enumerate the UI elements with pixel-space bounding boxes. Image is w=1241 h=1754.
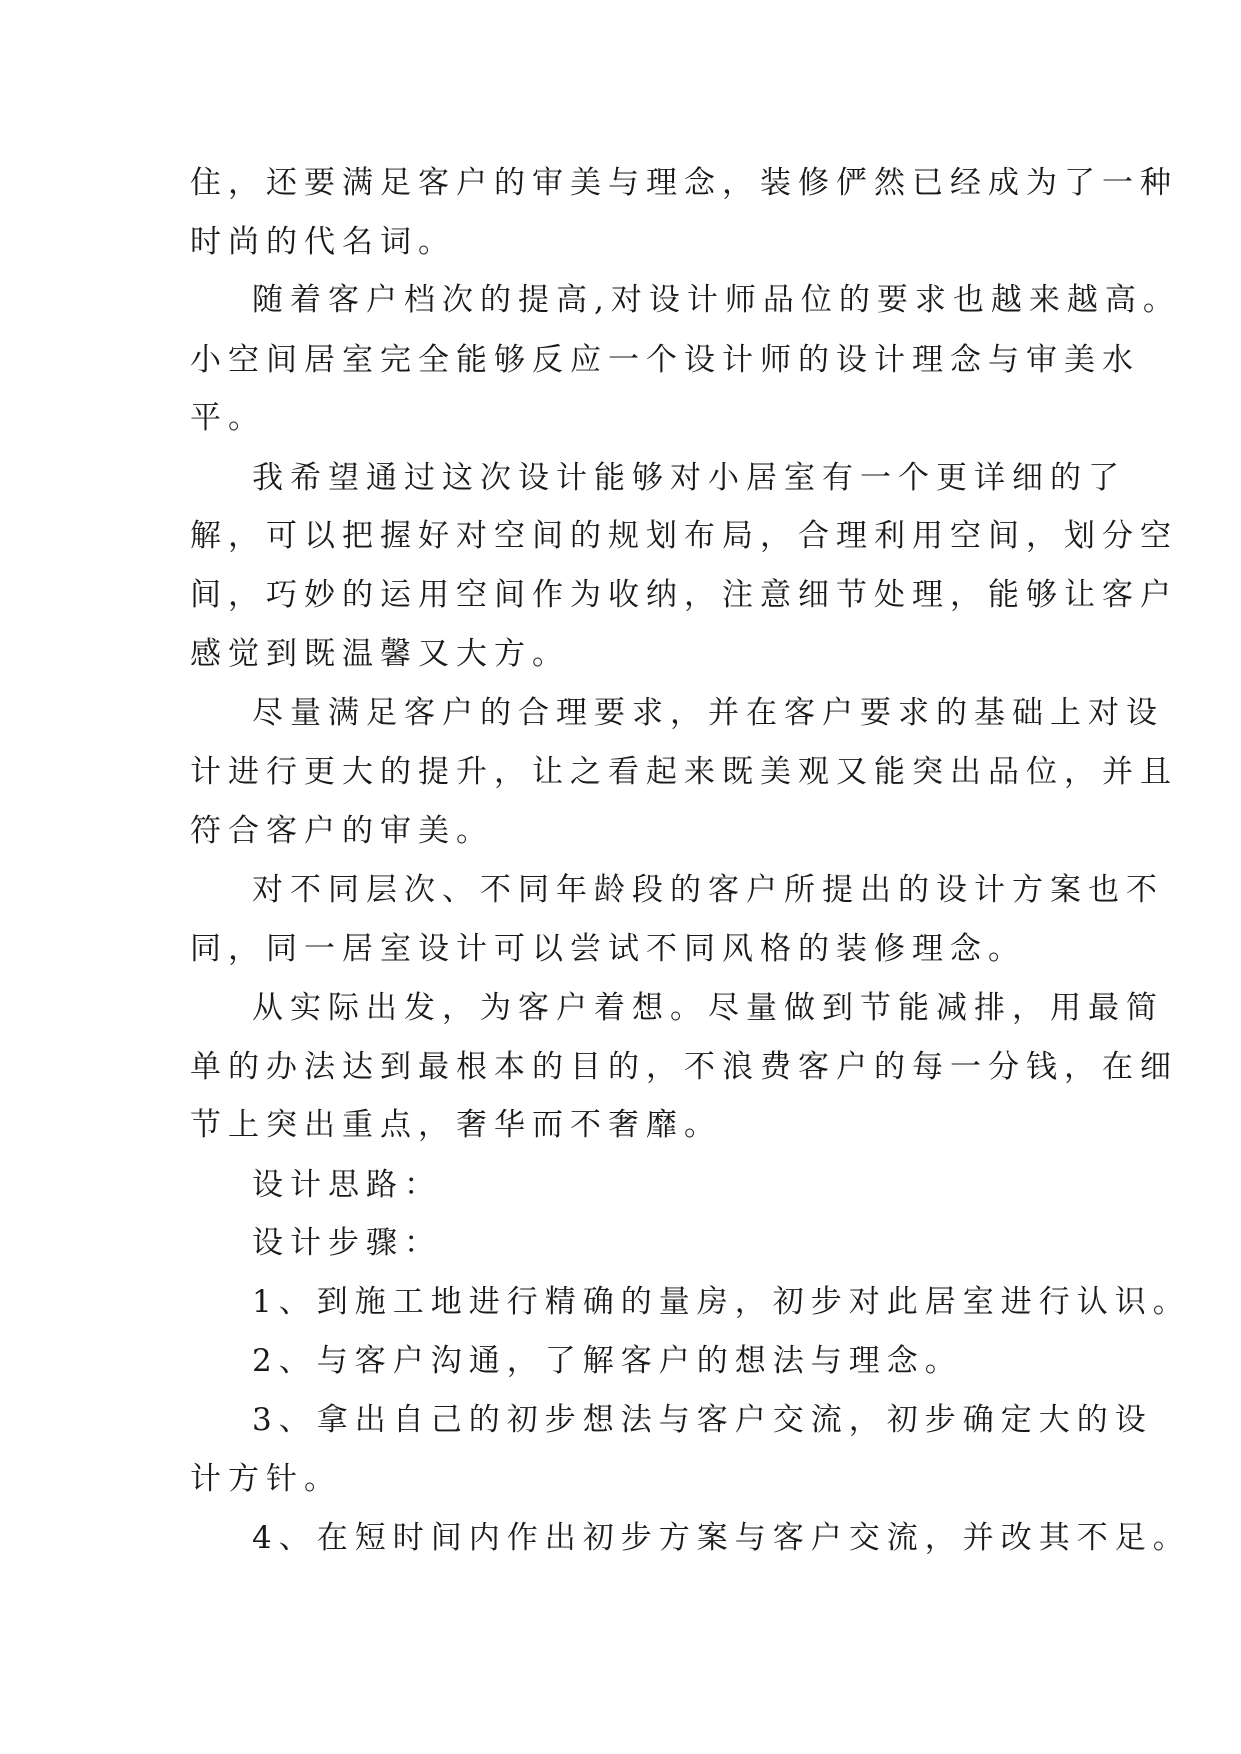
text-line: 单的办法达到最根本的目的，不浪费客户的每一分钱，在细 [190,1049,1178,1085]
text-line: 住，还要满足客户的审美与理念，装修俨然已经成为了一种 [190,165,1178,201]
text-line: 同，同一居室设计可以尝试不同风格的装修理念。 [190,931,1026,967]
text-line: 间，巧妙的运用空间作为收纳，注意细节处理，能够让客户 [190,577,1178,613]
text-line: 计方针。 [190,1461,342,1497]
text-line: 平。 [190,400,266,436]
text-line: 符合客户的审美。 [190,813,494,849]
step-item: 4、在短时间内作出初步方案与客户交流，并改其不足。 [252,1520,1191,1556]
text-line: 计进行更大的提升，让之看起来既美观又能突出品位，并且 [190,754,1178,790]
text-line: 节上突出重点，奢华而不奢靡。 [190,1107,722,1143]
section-heading: 设计步骤： [252,1225,442,1261]
paragraph-start-line: 从实际出发，为客户着想。尽量做到节能减排，用最简 [252,990,1164,1026]
paragraph-start-line: 对不同层次、不同年龄段的客户所提出的设计方案也不 [252,872,1164,908]
text-line: 感觉到既温馨又大方。 [190,636,570,672]
paragraph-start-line: 尽量满足客户的合理要求，并在客户要求的基础上对设 [252,695,1164,731]
step-item: 1、到施工地进行精确的量房，初步对此居室进行认识。 [252,1284,1191,1320]
text-line: 小空间居室完全能够反应一个设计师的设计理念与审美水 [190,342,1140,378]
step-item: 3、拿出自己的初步想法与客户交流，初步确定大的设 [252,1402,1153,1438]
text-line: 时尚的代名词。 [190,224,456,260]
paragraph-start-line: 我希望通过这次设计能够对小居室有一个更详细的了 [252,460,1126,496]
paragraph-start-line: 随着客户档次的提高,对设计师品位的要求也越来越高。 [252,282,1181,318]
text-line: 解，可以把握好对空间的规划布局，合理利用空间，划分空 [190,518,1178,554]
section-heading: 设计思路： [252,1167,442,1203]
step-item: 2、与客户沟通，了解客户的想法与理念。 [252,1343,963,1379]
